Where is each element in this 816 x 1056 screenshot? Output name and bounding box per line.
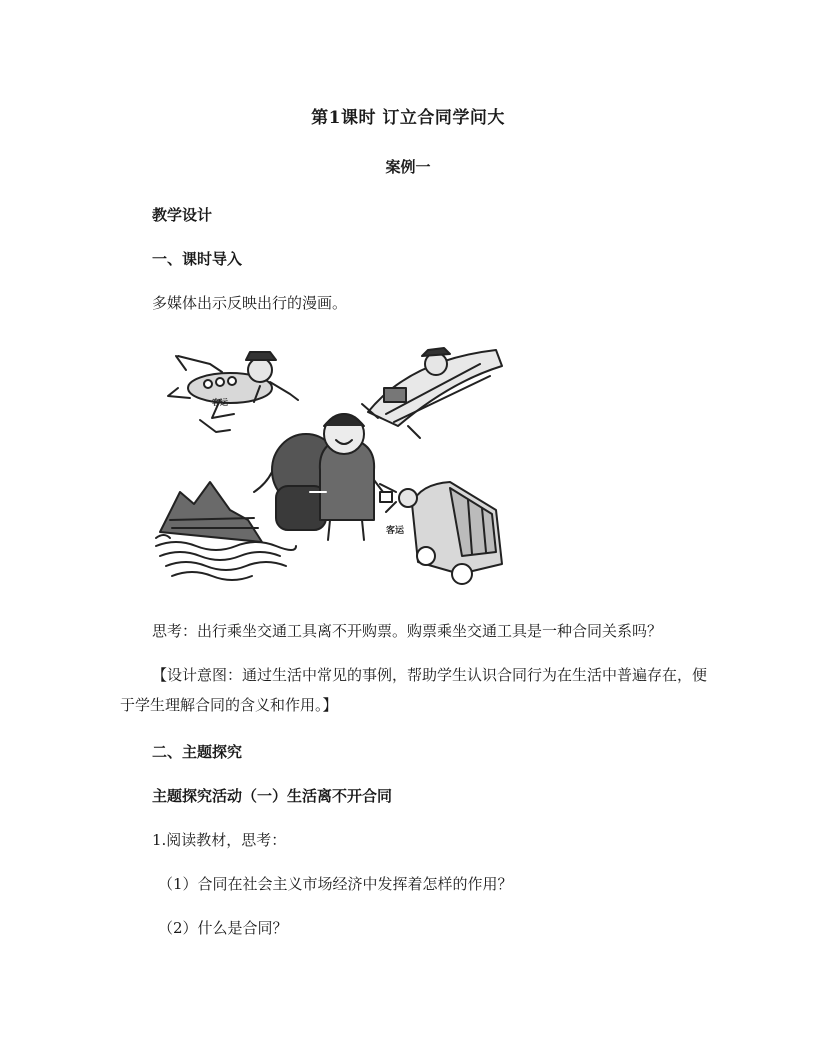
design-intent: 【设计意图：通过生活中常见的事例，帮助学生认识合同行为在生活中普遍存在，便于学生理解合同的含义和作用。】 bbox=[120, 666, 708, 714]
intro-text: 多媒体出示反映出行的漫画。 bbox=[152, 294, 348, 312]
lesson-title: 第1课时 订立合同学问大 bbox=[311, 108, 505, 128]
travel-cartoon-illustration bbox=[150, 342, 512, 586]
airplane-figure bbox=[168, 352, 298, 432]
heading-lesson-intro: 一、课时导入 bbox=[152, 250, 243, 268]
train-figure bbox=[362, 348, 502, 438]
plane-sign-text: 客运 bbox=[212, 398, 228, 407]
case-subtitle: 案例一 bbox=[385, 158, 431, 176]
heading-theme-inquiry: 二、主题探究 bbox=[152, 743, 243, 761]
activity-title: 主题探究活动（一）生活离不开合同 bbox=[152, 787, 393, 805]
bus-sign-text: 客运 bbox=[386, 526, 405, 536]
think-question: 思考：出行乘坐交通工具离不开购票。购票乘坐交通工具是一种合同关系吗？ bbox=[152, 622, 663, 640]
passenger-figure bbox=[272, 414, 392, 540]
reading-task: 1.阅读教材，思考： bbox=[152, 831, 287, 849]
section-teaching-design: 教学设计 bbox=[152, 206, 213, 224]
question-2: （2）什么是合同？ bbox=[158, 919, 288, 937]
question-1: （1）合同在社会主义市场经济中发挥着怎样的作用？ bbox=[158, 875, 513, 893]
ship-figure bbox=[156, 472, 296, 580]
